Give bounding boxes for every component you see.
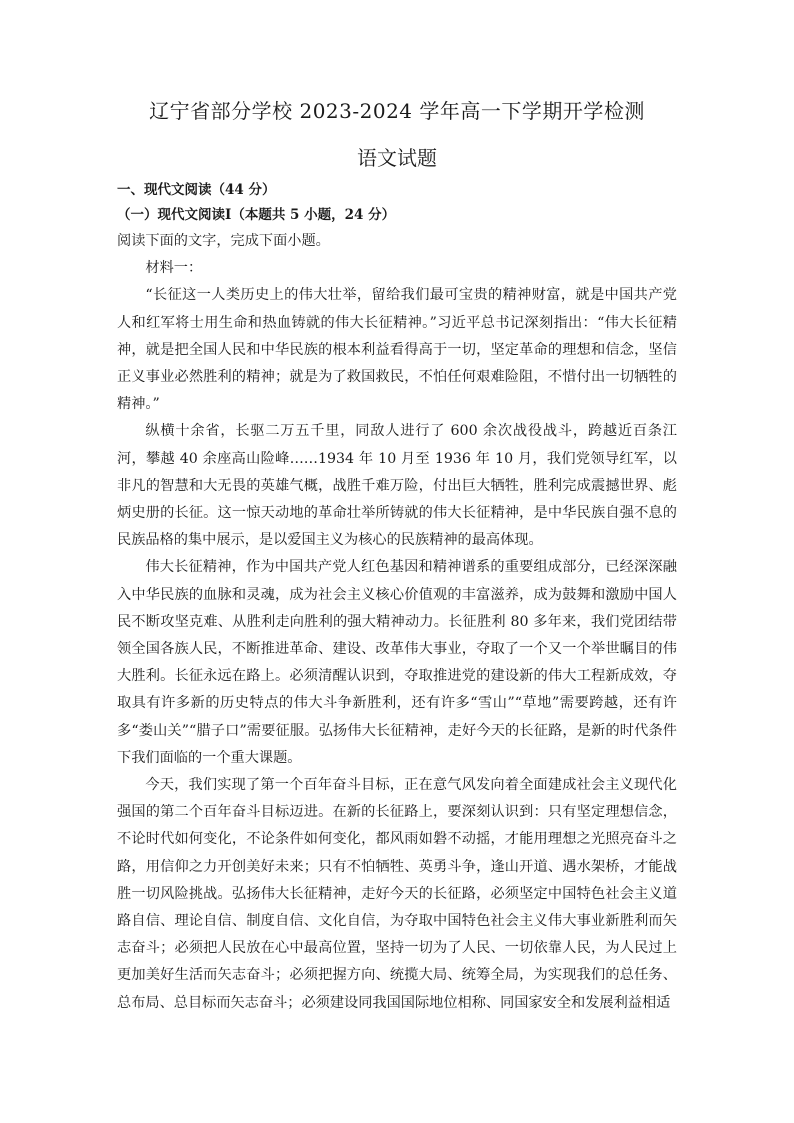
instruction-text: 阅读下面的文字，完成下面小题。 xyxy=(117,233,330,249)
paragraph-2: 纵横十余省，长驱二万五千里，同敌人进行了 600 余次战役战斗，跨越近百条江河，攀越 40 余座高山险峰……1934 年 10 月至 1936 年 10 月，我们党领导红军，以非凡的智慧和大无畏的英雄气概，战胜千难万险，付出巨大牺牲，胜利完成震撼世界、彪炳史册的长征。这一惊天动地的革命壮举所铸就的伟大长征精神，是中华民族自强不息的民族品格的集中展示，是以爱国主义为核心的民族精神的最高体现。 xyxy=(117,423,677,549)
paragraph-1: “长征这一人类历史上的伟大壮举，留给我们最可宝贵的精神财富，就是中国共产党人和红军将士用生命和热血铸就的伟大长征精神。”习近平总书记深刻指出：“伟大长征精神，就是把全国人民和中华民族的根本利益看得高于一切，坚定革命的理想和信念，坚信正义事业必然胜利的精神；就是为了救国救民，不怕任何艰难险阻，不惜付出一切牺牲的精神。” xyxy=(117,287,677,413)
sub-section-heading: （一）现代文阅读Ⅰ（本题共 5 小题，24 分） xyxy=(117,207,396,223)
document-content xyxy=(117,178,677,1017)
paragraph-3: 伟大长征精神，作为中国共产党人红色基因和精神谱系的重要组成部分，已经深深融入中华民族的血脉和灵魂，成为社会主义核心价值观的丰富滋养，成为鼓舞和激励中国人民不断攻坚克难、从胜利走向胜利的强大精神动力。长征胜利 80 多年来，我们党团结带领全国各族人民，不断推进革命、建设、改革伟大事业，夺取了一个又一个举世瞩目的伟大胜利。长征永远在路上。必须清醒认识到，夺取推进党的建设新的伟大工程新成效，夺取具有许多新的历史特点的伟大斗争新胜利，还有许多“雪山”“草地”需要跨越，还有许多“娄山关”“腊子口”需要征服。弘扬伟大长征精神，走好今天的长征路，是新的时代条件下我们面临的一个重大课题。 xyxy=(117,559,677,766)
section-heading: 一、现代文阅读（44 分） xyxy=(117,182,276,198)
paragraph-4: 今天，我们实现了第一个百年奋斗目标，正在意气风发向着全面建成社会主义现代化强国的第二个百年奋斗目标迈进。在新的长征路上，要深刻认识到：只有坚定理想信念，不论时代如何变化，不论条件如何变化，都风雨如磐不动摇，才能用理想之光照亮奋斗之路，用信仰之力开创美好未来；只有不怕牺牲、英勇斗争，逢山开道、遇水架桥，才能战胜一切风险挑战。弘扬伟大长征精神，走好今天的长征路，必须坚定中国特色社会主义道路自信、理论自信、制度自信、文化自信，为夺取中国特色社会主义伟大事业新胜利而矢志奋斗；必须把人民放在心中最高位置，坚持一切为了人民、一切依靠人民，为人民过上更加美好生活而矢志奋斗；必须把握方向、统揽大局、统筹全局，为实现我们的总任务、总布局、总目标而矢志奋斗；必须建设同我国国际地位相称、同国家安全和发展利益相适 xyxy=(117,777,677,1011)
document-title: 辽宁省部分学校 2023-2024 学年高一下学期开学检测 xyxy=(149,99,645,123)
material-label: 材料一： xyxy=(145,260,203,277)
document-subtitle: 语文试题 xyxy=(357,146,437,170)
